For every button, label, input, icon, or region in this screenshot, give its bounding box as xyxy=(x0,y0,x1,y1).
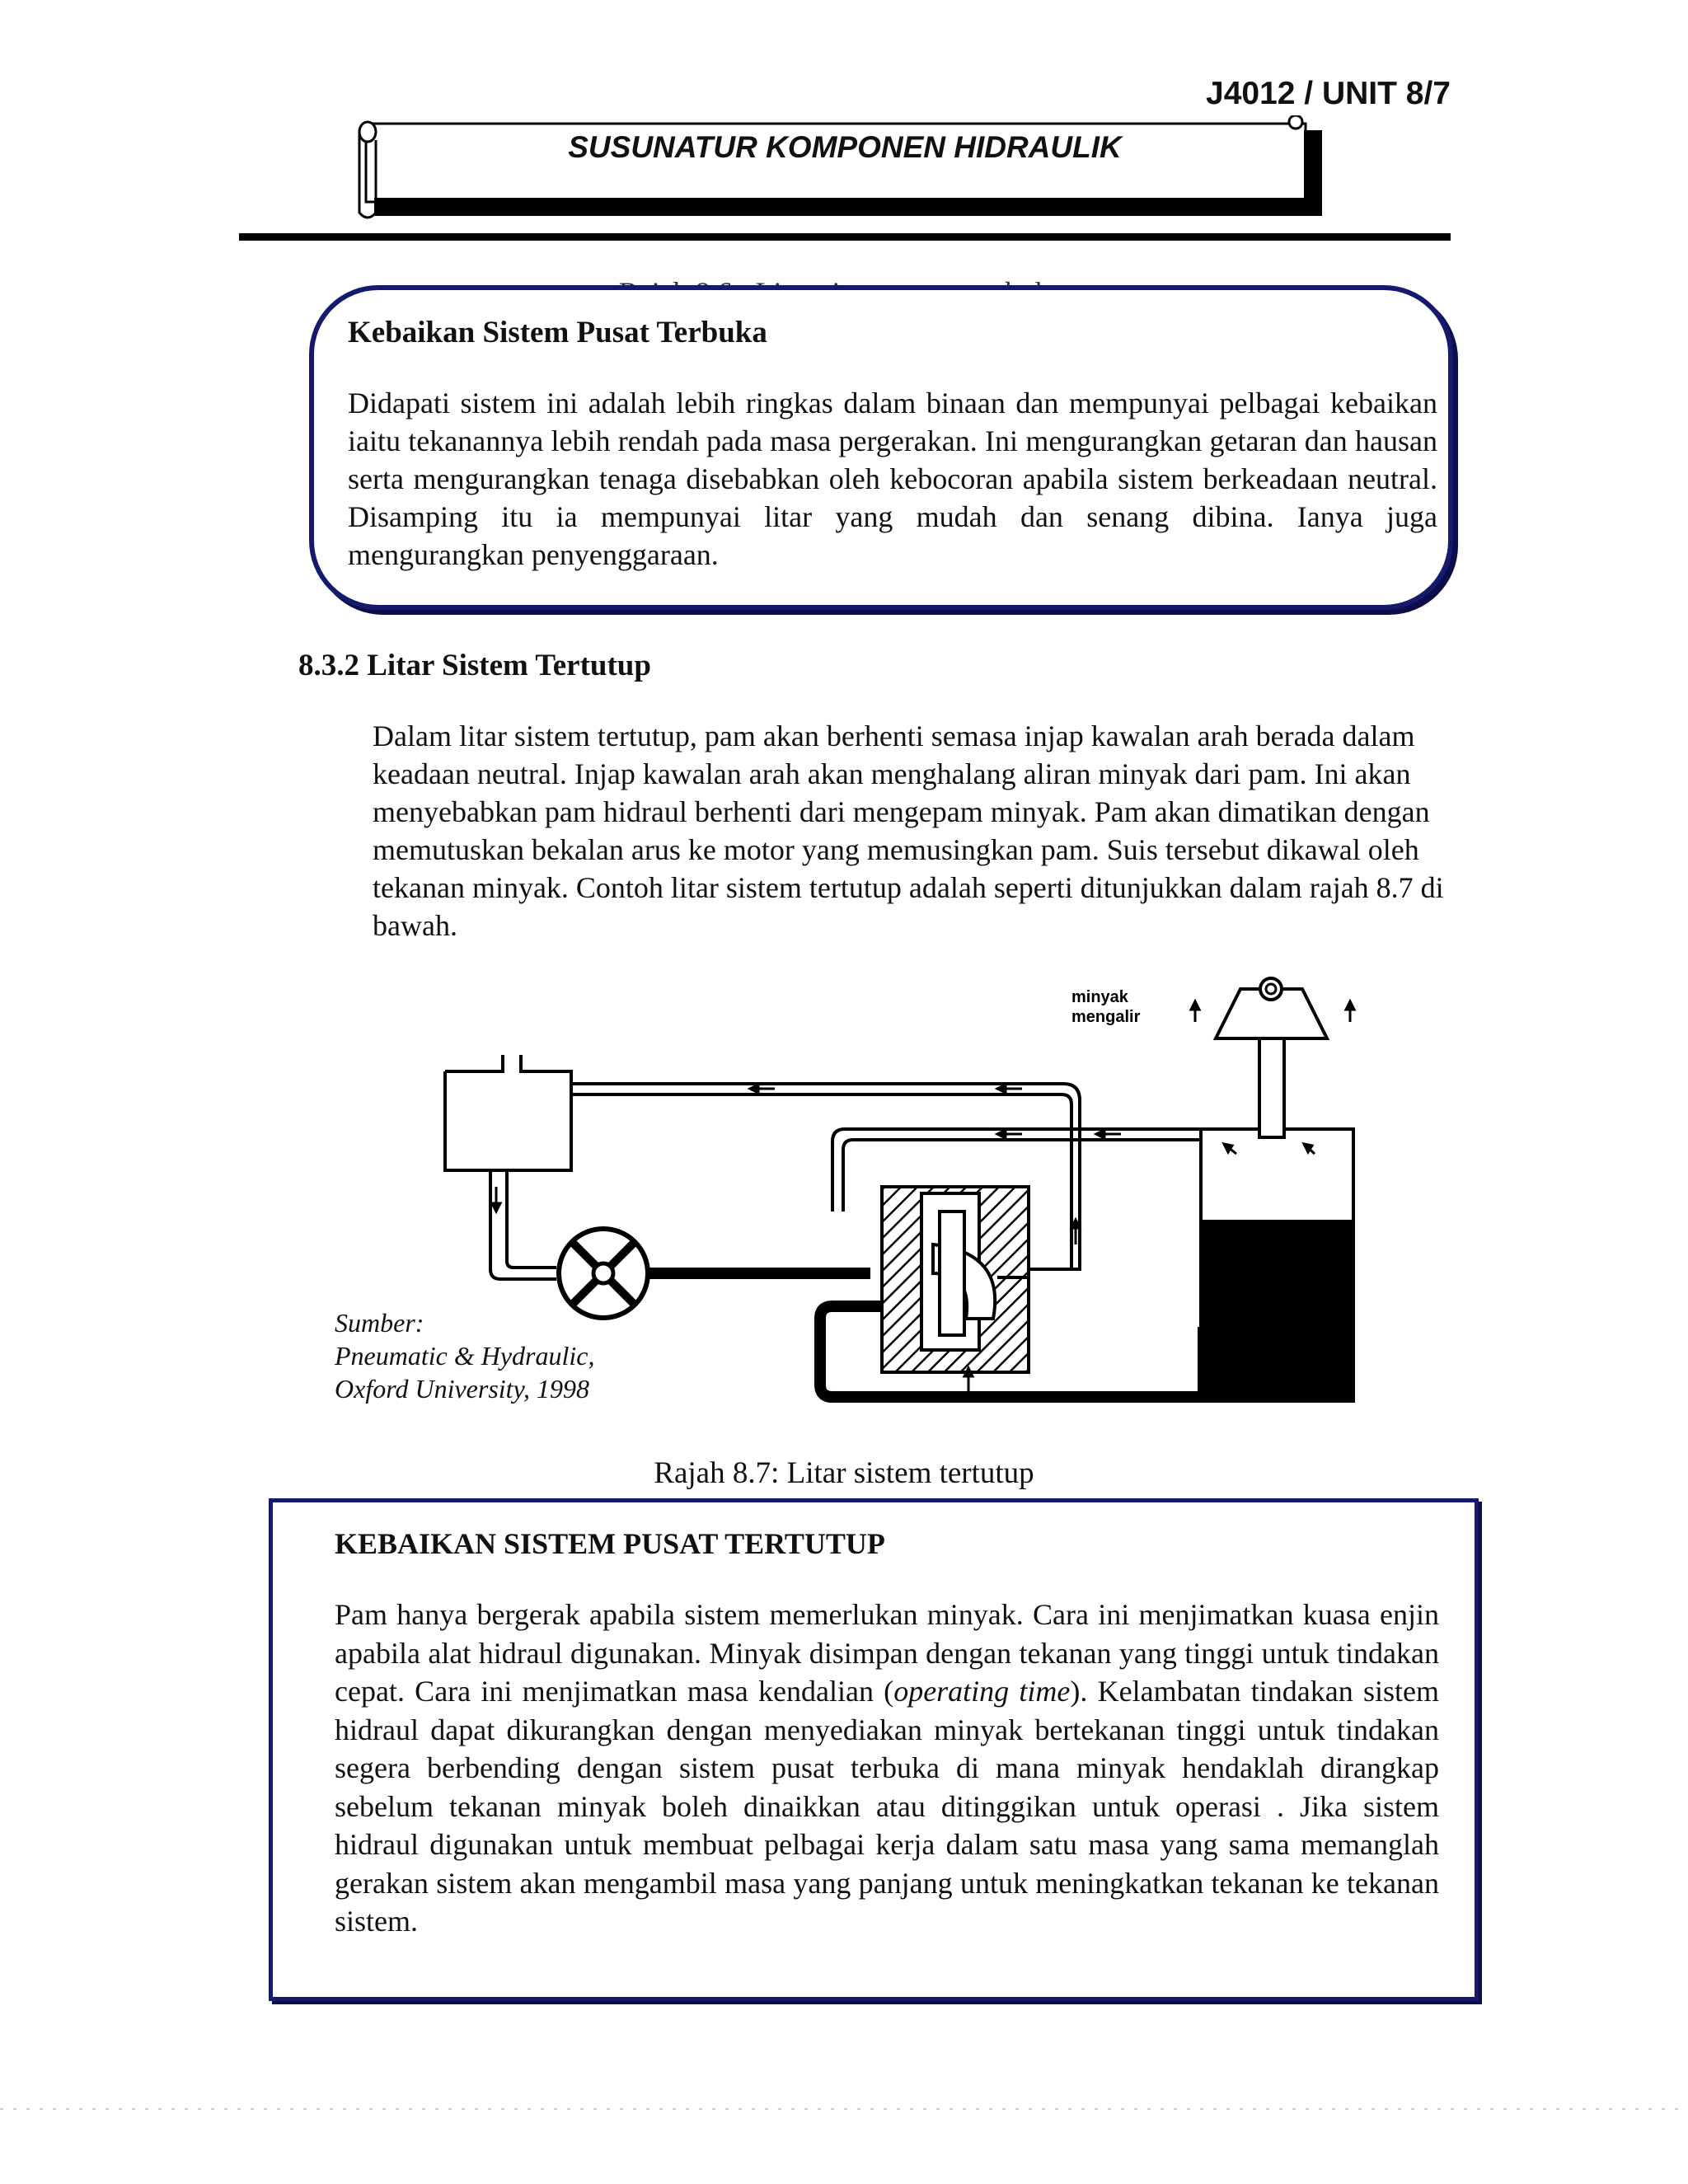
reservoir-tank xyxy=(445,1055,571,1170)
pressure-line xyxy=(648,1268,870,1279)
flow-label-1: minyak xyxy=(1071,988,1128,1006)
section-body: Dalam litar sistem tertutup, pam akan berhenti semasa injap kawalan arah berada dalam keadaan neutral. Injap kawalan arah akan menghalang aliran minyak dari pam. Ini akan menyebabkan pam hidraul berhenti dari mengepam minyak. Pam akan dimatikan dengan memutuskan bekalan arus ke motor yang memusingkan pam. Suis tersebut dikawal oleh tekanan minyak. Contoh litar sistem tertutup adalah seperti ditunjukkan dalam rajah 8.7 di bawah. xyxy=(373,719,1444,942)
source-note xyxy=(335,1306,594,1405)
source-line-1: Sumber: xyxy=(335,1308,424,1338)
box2-body-part1: Pam hanya bergerak apabila sistem memerlukan minyak. Cara ini menjimatkan kuasa enjin apabila alat hidraul digunakan. Minyak disimpan dengan tekanan yang tinggi untuk tindakan cepat. Cara ini menjimatkan masa kendalian ( xyxy=(335,1598,1439,1708)
figure-caption: Rajah 8.7: Litar sistem tertutup xyxy=(654,1456,1034,1490)
unit-code: J4012 / UNIT 8/7 xyxy=(1206,76,1451,111)
cylinder-icon xyxy=(1201,978,1353,1401)
header-rule xyxy=(239,233,1451,241)
pump-icon xyxy=(559,1229,648,1318)
box2-body-italic: operating time xyxy=(893,1675,1071,1708)
box1-title: Kebaikan Sistem Pusat Terbuka xyxy=(348,316,767,349)
box2-title: KEBAIKAN SISTEM PUSAT TERTUTUP xyxy=(335,1527,885,1560)
source-line-3: Oxford University, 1998 xyxy=(335,1374,589,1404)
banner-title: SUSUNATUR KOMPONEN HIDRAULIK xyxy=(568,130,1122,164)
footer-dash-line xyxy=(0,2108,1688,2110)
box2-body-part2: ). Kelambatan tindakan sistem hidraul dapat dikurangkan dengan menyediakan minyak bertekanan tinggi untuk tindakan segera berbending dengan sistem pusat terbuka di mana minyak hendaklah dirangkap sebelum tekanan minyak boleh dinaikkan atau ditinggikan untuk operasi . Jika sistem hidraul digunakan untuk membuat pelbagai kerja dalam satu masa yang sama memanglah gerakan sistem akan mengambil masa yang panjang untuk meningkatkan tekanan ke tekanan sistem. xyxy=(335,1675,1439,1938)
control-valve-icon xyxy=(882,1187,1029,1372)
flow-label-2: mengalir xyxy=(1071,1008,1141,1026)
suction-line xyxy=(490,1170,556,1279)
section-heading: 8.3.2 Litar Sistem Tertutup xyxy=(298,649,651,682)
box1-body: Didapati sistem ini adalah lebih ringkas dalam binaan dan mempunyai pelbagai kebaikan iaitu tekanannya lebih rendah pada masa pergerakan. Ini mengurangkan getaran dan hausan serta mengurangkan tenaga disebabkan oleh kebocoran apabila sistem berkeadaan neutral. Disamping itu ia mempunyai litar yang mudah dan senang dibina. Ianya juga mengurangkan penyenggaraan. xyxy=(348,387,1437,571)
source-line-2: Pneumatic & Hydraulic, xyxy=(335,1341,595,1371)
box2-body xyxy=(335,1596,1439,1941)
